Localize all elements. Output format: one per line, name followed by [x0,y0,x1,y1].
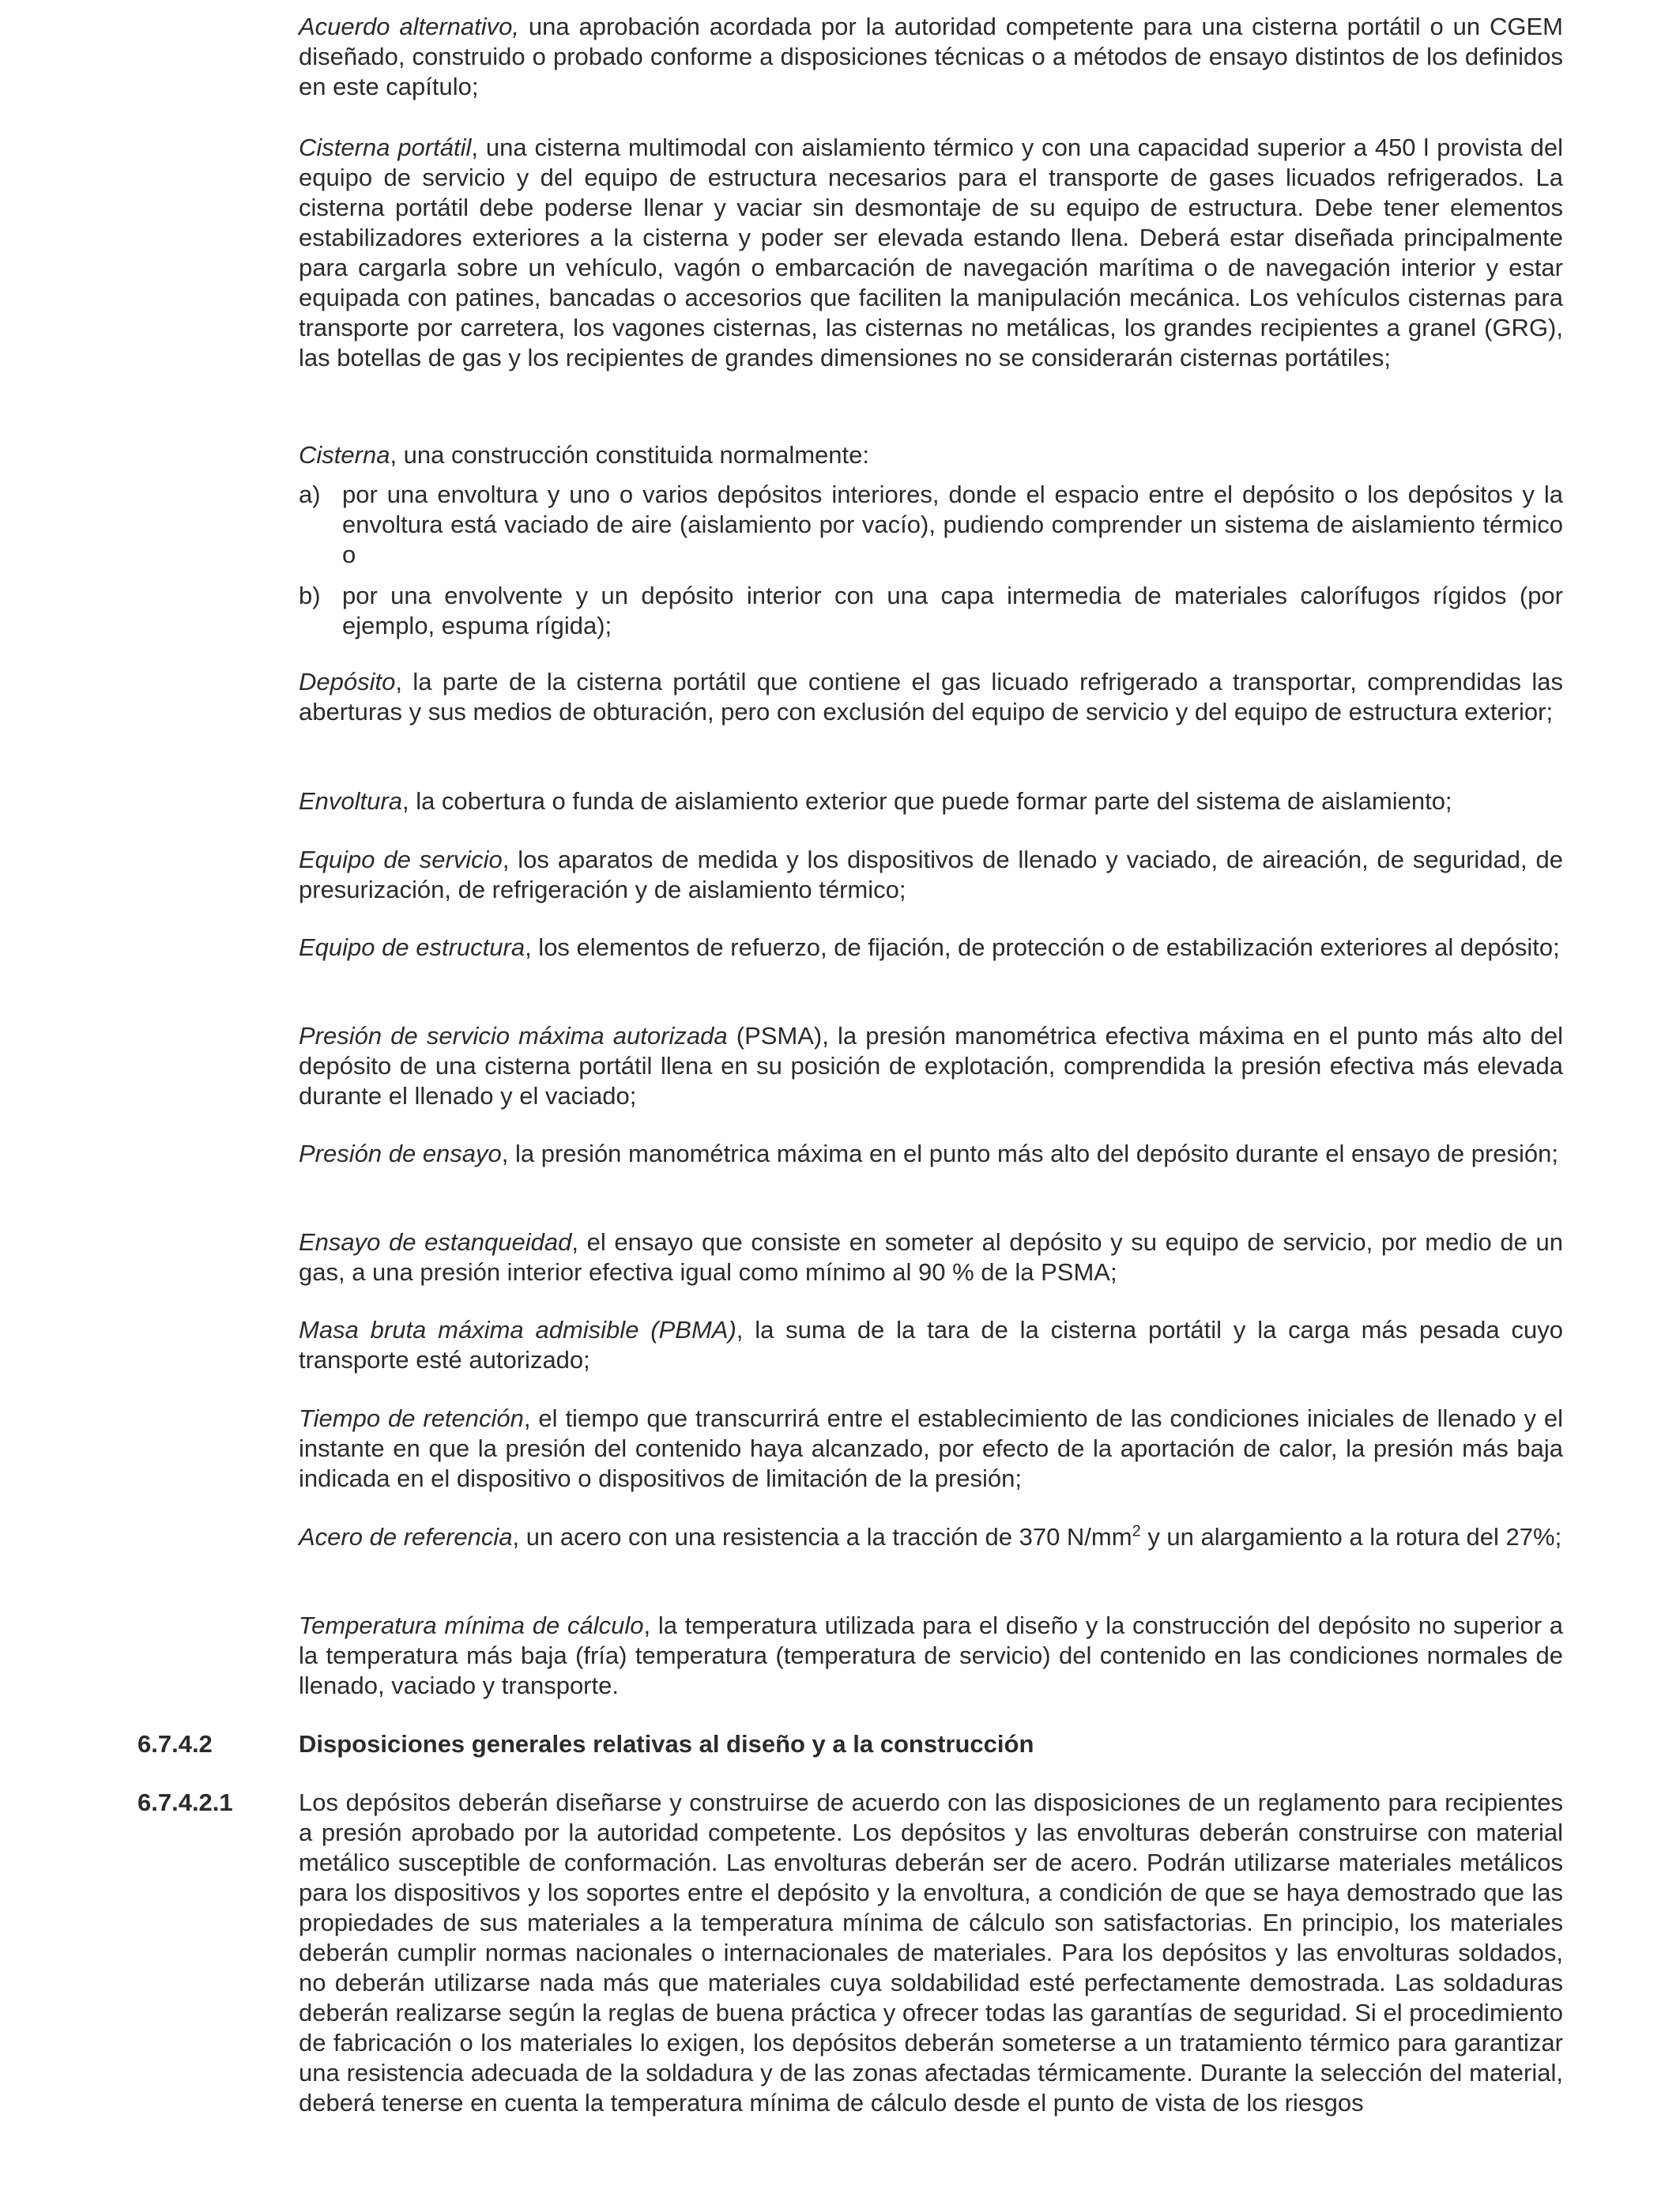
list-item [299,480,1563,570]
term: Envoltura [299,787,402,815]
definition-text: , la suma de la tara de la cisterna portátil y la carga más pesada cuyo transporte esté autorizado; [299,1316,1563,1374]
definition-presion-ensayo [299,1139,1563,1169]
definition-deposito [299,667,1563,727]
term: Cisterna [299,441,390,469]
list-item-text: por una envolvente y un depósito interior con una capa intermedia de materiales calorífugos rígidos (por ejemplo, espuma rígida); [342,582,1563,639]
definition-text: , un acero con una resistencia a la tracción de 370 N/mm [512,1523,1132,1551]
section-title: Disposiciones generales relativas al diseño y a la construcción [299,1730,1034,1758]
definition-text: , la parte de la cisterna portátil que contiene el gas licuado refrigerado a transportar, comprendidas las aberturas y sus medios de obturación, pero con exclusión del equipo de servicio y del equipo de estructura exterior; [299,668,1563,726]
definition-temperatura-minima [299,1611,1563,1701]
term: Depósito [299,668,396,696]
subsection-number: 6.7.4.2.1 [137,1789,233,1816]
subsection-text: Los depósitos deberán diseñarse y construirse de acuerdo con las disposiciones de un reglamento para recipientes a presión aprobado por la autoridad competente. Los depósitos y las envolturas deberán construirse con material metálico susceptible de conformación. Las envolturas deberán ser de acero. Podrán utilizarse materiales metálicos para los dispositivos y los soportes entre el depósito y la envoltura, a condición de que se haya demostrado que las propiedades de sus materiales a la temperatura mínima de cálculo son satisfactorias. En principio, los materiales deberán cumplir normas nacionales o internacionales de materiales. Para los depósitos y las envolturas soldados, no deberán utilizarse nada más que materiales cuya soldabilidad esté perfectamente demostrada. Las soldaduras deberán realizarse según la reglas de buena práctica y ofrecer todas las garantías de seguridad. Si el procedimiento de fabricación o los materiales lo exigen, los depósitos deberán someterse a un tratamiento térmico para garantizar una resistencia adecuada de la soldadura y de las zonas afectadas térmicamente. Durante la selección del material, deberá tenerse en cuenta la temperatura mínima de cálculo desde el punto de vista de los riesgos [299,1789,1563,2117]
definition-text: , el ensayo que consiste en someter al depósito y su equipo de servicio, por medio de un gas, a una presión interior efectiva igual como mínimo al 90 % de la PSMA; [299,1228,1563,1286]
definition-cisterna [299,440,1563,641]
term: Ensayo de estanqueidad [299,1228,572,1256]
term: Tiempo de retención [299,1404,524,1432]
list-marker: a) [299,481,321,508]
definition-text: , una construcción constituida normalmente: [390,441,869,469]
term: Masa bruta máxima admisible (PBMA) [299,1316,736,1344]
definition-acero-referencia [299,1522,1563,1552]
superscript: 2 [1132,1522,1141,1540]
term: Acuerdo alternativo, [299,13,519,40]
definition-equipo-servicio [299,845,1563,905]
list-marker: b) [299,582,321,609]
definition-text: (PSMA), la presión manométrica efectiva máxima en el punto más alto del depósito de una cisterna portátil llena en su posición de explotación, comprendida la presión efectiva más elevada durante el llenado y el vaciado; [299,1022,1564,1110]
definition-text: , la presión manométrica máxima en el punto más alto del depósito durante el ensayo de presión; [501,1140,1558,1167]
definition-text-continued: y un alargamiento a la rotura del 27%; [1140,1523,1562,1551]
definition-text: , los aparatos de medida y los dispositivos de llenado y vaciado, de aireación, de seguridad, de presurización, de refrigeración y de aislamiento térmico; [299,846,1563,903]
definition-text: , los elementos de refuerzo, de fijación, de protección o de estabilización exteriores al depósito; [525,933,1560,961]
definition-pbma [299,1315,1563,1375]
definition-cisterna-intro [299,440,1563,470]
term: Cisterna portátil [299,134,472,161]
term: Temperatura mínima de cálculo [299,1612,644,1639]
list-item-text: por una envoltura y uno o varios depósitos interiores, donde el espacio entre el depósito o los depósitos y la envoltura está vaciado de aire (aislamiento por vacío), pudiendo comprender un sistema de aislamiento térmico o [342,481,1563,568]
definition-text: , el tiempo que transcurrirá entre el establecimiento de las condiciones iniciales de llenado y el instante en que la presión del contenido haya alcanzado, por efecto de la aportación de calor, la presión más baja indicada en el dispositivo o dispositivos de limitación de la presión; [299,1404,1563,1492]
term: Presión de ensayo [299,1140,502,1167]
definition-cisterna-portatil [299,133,1563,373]
term: Presión de servicio máxima autorizada [299,1022,728,1050]
definition-tiempo-retencion [299,1404,1563,1494]
definition-text: , la temperatura utilizada para el diseño y la construcción del depósito no superior a la temperatura más baja (fría) temperatura (temperatura de servicio) del contenido en las condiciones normales de llenado, vaciado y transporte. [299,1612,1564,1699]
definition-ensayo-estanqueidad [299,1227,1563,1287]
section-number: 6.7.4.2 [137,1730,213,1758]
definition-text: , la cobertura o funda de aislamiento exterior que puede formar parte del sistema de aislamiento; [401,787,1452,815]
term: Equipo de servicio [299,846,503,873]
definition-text: una aprobación acordada por la autoridad competente para una cisterna portátil o un CGEM diseñado, construido o probado conforme a disposiciones técnicas o a métodos de ensayo distintos de los definidos en este capítulo; [299,13,1563,100]
definition-envoltura [299,786,1563,816]
definition-acuerdo-alternativo [299,12,1563,102]
term: Acero de referencia [299,1523,513,1551]
definition-psma [299,1021,1563,1111]
definition-equipo-estructura [299,933,1563,963]
definition-text: , una cisterna multimodal con aislamiento térmico y con una capacidad superior a 450 l provista del equipo de servicio y del equipo de estructura necesarios para el transporte de gases licuados refrigerados. La cisterna portátil debe poderse llenar y vaciar sin desmontaje de su equipo de estructura. Debe tener elementos estabilizadores exteriores a la cisterna y poder ser elevada estando llena. Deberá estar diseñada principalmente para cargarla sobre un vehículo, vagón o embarcación de navegación marítima o de navegación interior y estar equipada con patines, bancadas o accesorios que faciliten la manipulación mecánica. Los vehículos cisternas para transporte por carretera, los vagones cisternas, las cisternas no metálicas, los grandes recipientes a granel (GRG), las botellas de gas y los recipientes de grandes dimensiones no se considerarán cisternas portátiles; [299,134,1564,371]
term: Equipo de estructura [299,933,525,961]
list-item [299,581,1563,641]
